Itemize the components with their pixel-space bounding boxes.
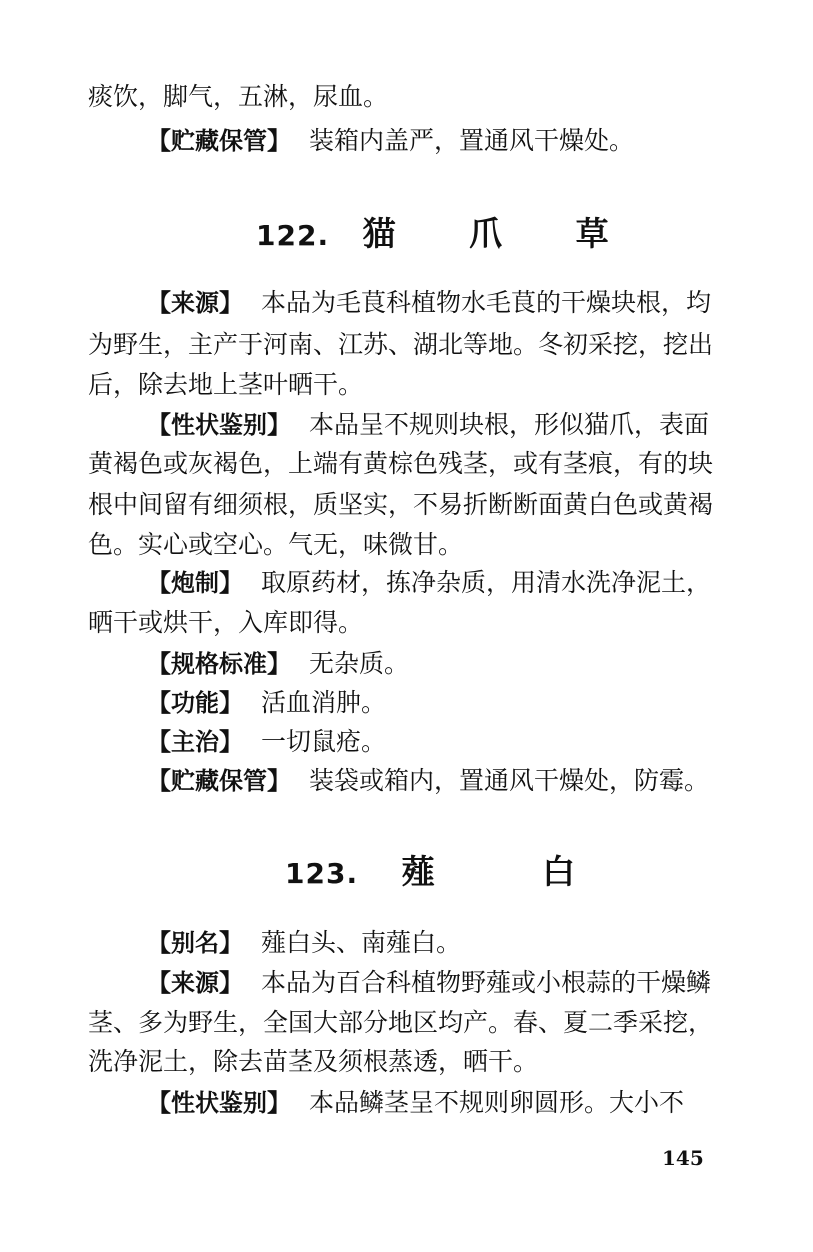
storage-paragraph	[147, 126, 634, 156]
entry-number: 122.	[256, 219, 330, 252]
section-tag: 【性状鉴别】	[147, 411, 291, 439]
function-paragraph	[147, 688, 386, 718]
process-paragraph	[147, 568, 711, 598]
identify-paragraph	[147, 1088, 684, 1118]
text-line: 洗净泥土，除去苗茎及须根蒸透，晒干。	[88, 1047, 539, 1076]
standard-paragraph	[147, 649, 409, 679]
text-line: 茎、多为野生，全国大部分地区均产。春、夏二季采挖，	[88, 1008, 714, 1037]
section-text: 本品鳞茎呈不规则卵圆形。大小不	[309, 1088, 685, 1117]
entry-name-char: 白	[542, 852, 576, 891]
section-text: 取原药材，拣净杂质，用清水洗净泥土，	[261, 568, 712, 597]
page-number: 145	[662, 1146, 704, 1170]
text-line: 根中间留有细须根，质坚实，不易折断断面黄白色或黄褐	[88, 490, 714, 519]
section-text: 一切鼠疮。	[261, 727, 387, 756]
section-text: 本品为百合科植物野薤或小根蒜的干燥鳞	[261, 968, 712, 997]
section-text: 薤白头、南薤白。	[261, 928, 462, 957]
source-paragraph	[147, 288, 711, 318]
section-text: 无杂质。	[309, 649, 410, 678]
section-tag: 【来源】	[147, 289, 243, 317]
section-tag: 【贮藏保管】	[147, 767, 291, 795]
text-line: 黄褐色或灰褐色，上端有黄棕色残茎，或有茎痕，有的块	[88, 449, 714, 478]
section-text: 本品为毛茛科植物水毛茛的干燥块根，均	[261, 288, 712, 317]
entry-number: 123.	[285, 857, 359, 890]
text-line: 晒干或烘干，入库即得。	[88, 608, 364, 637]
text-line: 为野生，主产于河南、江苏、湖北等地。冬初采挖，挖出	[88, 330, 714, 359]
alias-paragraph	[147, 928, 461, 958]
section-tag: 【主治】	[147, 728, 243, 756]
section-tag: 【贮藏保管】	[147, 127, 291, 155]
entry-name-char: 薤	[401, 852, 435, 891]
section-tag: 【性状鉴别】	[147, 1089, 291, 1117]
section-text: 装箱内盖严，置通风干燥处。	[309, 126, 635, 155]
section-tag: 【规格标准】	[147, 650, 291, 678]
section-text: 活血消肿。	[261, 688, 387, 717]
indication-paragraph	[147, 727, 386, 757]
section-tag: 【别名】	[147, 929, 243, 957]
entry-heading-122	[256, 214, 609, 256]
text-line: 色。实心或空心。气无，味微甘。	[88, 530, 464, 559]
entry-heading-123	[285, 852, 575, 894]
text-line: 痰饮，脚气，五淋，尿血。	[88, 82, 389, 111]
entry-name-char: 草	[575, 214, 609, 253]
text-line: 后，除去地上茎叶晒干。	[88, 370, 364, 399]
section-tag: 【功能】	[147, 689, 243, 717]
entry-name-char: 爪	[469, 214, 503, 253]
section-tag: 【来源】	[147, 969, 243, 997]
storage-paragraph	[147, 766, 709, 796]
section-tag: 【炮制】	[147, 569, 243, 597]
source-paragraph	[147, 968, 711, 998]
identify-paragraph	[147, 410, 709, 440]
section-text: 本品呈不规则块根，形似猫爪，表面	[309, 410, 710, 439]
entry-name-char: 猫	[362, 214, 396, 253]
section-text: 装袋或箱内，置通风干燥处，防霉。	[309, 766, 710, 795]
